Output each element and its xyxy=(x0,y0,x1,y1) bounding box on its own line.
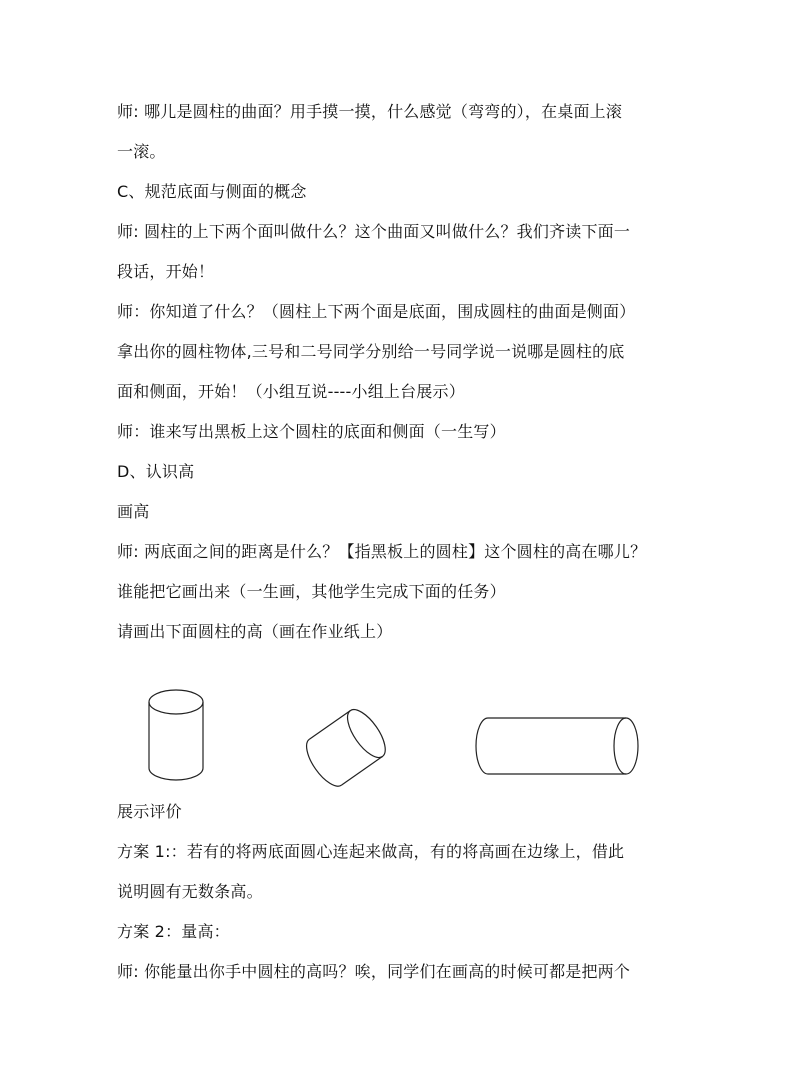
paragraph-line-14: 请画出下面圆柱的高（画在作业纸上） xyxy=(117,622,393,641)
horizontal-cylinder-figure xyxy=(476,718,638,774)
paragraph-line-7: 拿出你的圆柱物体,三号和二号同学分别给一号同学说一说哪是圆柱的底 xyxy=(117,342,625,361)
paragraph-line-4: 师: 圆柱的上下两个面叫做什么？这个曲面又叫做什么？我们齐读下面一 xyxy=(117,222,631,241)
paragraph-line-9: 师：谁来写出黑板上这个圆柱的底面和侧面（一生写） xyxy=(117,422,506,441)
subheading-show-evaluate: 展示评价 xyxy=(117,802,182,821)
section-heading-d: D、认识高 xyxy=(117,462,195,481)
plan-1-line-1: 方案 1:：若有的将两底面圆心连起来做高，有的将高画在边缘上，借此 xyxy=(117,842,625,861)
paragraph-line-12: 师: 两底面之间的距离是什么？【指黑板上的圆柱】这个圆柱的高在哪儿？ xyxy=(117,542,647,561)
paragraph-line-5: 段话，开始！ xyxy=(117,262,215,281)
cylinder-drawings-svg xyxy=(0,670,794,800)
paragraph-line-13: 谁能把它画出来（一生画，其他学生完成下面的任务） xyxy=(117,582,506,601)
upright-cylinder-figure xyxy=(149,690,203,780)
paragraph-last-line: 师: 你能量出你手中圆柱的高吗？唉，同学们在画高的时候可都是把两个 xyxy=(117,962,631,981)
paragraph-line-6: 师：你知道了什么？（圆柱上下两个面是底面，围成圆柱的曲面是侧面） xyxy=(117,302,636,321)
plan-2-heading: 方案 2：量高： xyxy=(117,922,230,941)
plan-1-line-2: 说明圆有无数条高。 xyxy=(117,882,263,901)
subheading-draw-height: 画高 xyxy=(117,502,150,521)
cylinder-figures xyxy=(0,670,794,800)
paragraph-line-8: 面和侧面，开始！（小组互说----小组上台展示） xyxy=(117,382,465,401)
tilted-cylinder-figure xyxy=(300,704,393,792)
section-heading-c: C、规范底面与侧面的概念 xyxy=(117,182,307,201)
paragraph-line-2: 一滚。 xyxy=(117,142,166,161)
paragraph-line-1: 师: 哪儿是圆柱的曲面？用手摸一摸，什么感觉（弯弯的），在桌面上滚 xyxy=(117,102,623,121)
